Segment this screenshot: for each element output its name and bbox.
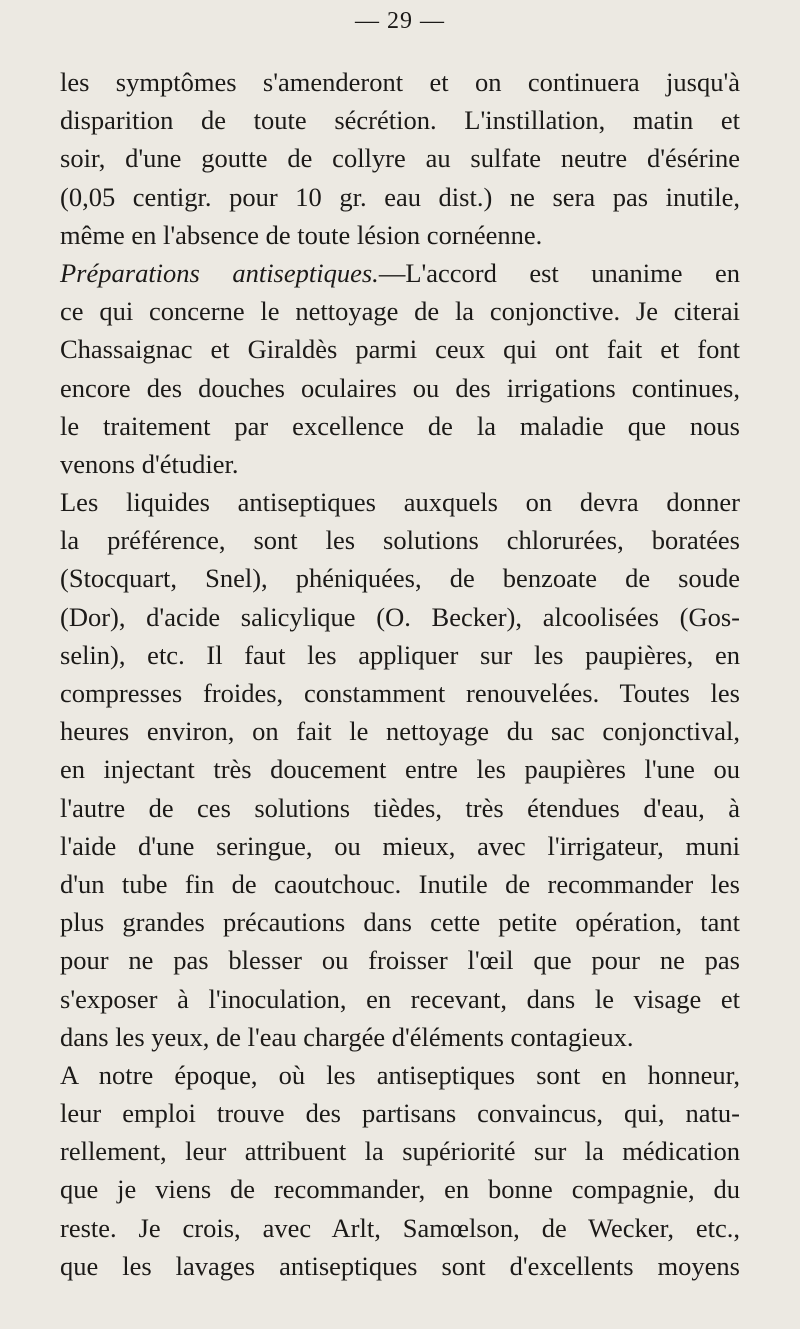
text-line: (Dor), d'acide salicylique (O. Becker), alcoolisées (Gos- (60, 601, 740, 632)
text-line: que les lavages antiseptiques sont d'excellents moyens (60, 1250, 740, 1281)
text-line: heures environ, on fait le nettoyage du sac conjonctival, (60, 716, 740, 747)
text-line-rest: —L'accord est unanime en (378, 257, 740, 288)
text-line: Chassaignac et Giraldès parmi ceux qui ont fait et font (60, 334, 740, 365)
text-line: rellement, leur attribuent la supériorité sur la médication (60, 1136, 740, 1167)
text-line: s'exposer à l'inoculation, en recevant, dans le visage et (60, 983, 740, 1014)
body-text (60, 63, 740, 1285)
text-line: ce qui concerne le nettoyage de la conjonctive. Je citerai (60, 296, 740, 327)
text-line: selin), etc. Il faut les appliquer sur les paupières, en (60, 639, 740, 670)
text-line: reste. Je crois, avec Arlt, Samœlson, de Wecker, etc., (60, 1212, 740, 1243)
text-line: la préférence, sont les solutions chlorurées, boratées (60, 525, 740, 556)
text-line: d'un tube fin de caoutchouc. Inutile de recommander les (60, 868, 740, 899)
text-line: leur emploi trouve des partisans convaincus, qui, natu- (60, 1098, 740, 1129)
text-line: le traitement par excellence de la maladie que nous (60, 410, 740, 441)
page-number: — 29 — (355, 8, 445, 34)
text-line: compresses froides, constamment renouvelées. Toutes les (60, 678, 740, 708)
text-line: soir, d'une goutte de collyre au sulfate neutre d'ésérine (60, 143, 740, 174)
text-line: pour ne pas blesser ou froisser l'œil que pour ne pas (60, 945, 740, 976)
text-line: en injectant très doucement entre les paupières l'une ou (60, 754, 740, 785)
text-line: disparition de toute sécrétion. L'instillation, matin et (60, 105, 740, 136)
text-line: venons d'étudier. (60, 448, 239, 479)
text-line: même en l'absence de toute lésion cornéenne. (60, 219, 543, 250)
text-line: que je viens de recommander, en bonne compagnie, du (60, 1174, 740, 1205)
text-line-heading (60, 254, 740, 292)
text-line: (Stocquart, Snel), phéniquées, de benzoate de soude (60, 563, 740, 594)
section-heading: Préparations antiseptiques. (60, 257, 379, 288)
text-line: encore des douches oculaires ou des irrigations continues, (60, 372, 740, 403)
text-line: les symptômes s'amenderont et on continuera jusqu'à (60, 67, 740, 97)
text-line: dans les yeux, de l'eau chargée d'éléments contagieux. (60, 1021, 634, 1052)
text-line: l'autre de ces solutions tièdes, très étendues d'eau, à (60, 792, 740, 823)
text-line: l'aide d'une seringue, ou mieux, avec l'irrigateur, muni (60, 830, 740, 861)
text-line: plus grandes précautions dans cette petite opération, tant (60, 907, 740, 938)
text-line: A notre époque, où les antiseptiques sont en honneur, (60, 1059, 740, 1090)
text-line: (0,05 centigr. pour 10 gr. eau dist.) ne sera pas inutile, (60, 181, 740, 212)
text-line: Les liquides antiseptiques auxquels on devra donner (60, 487, 740, 518)
